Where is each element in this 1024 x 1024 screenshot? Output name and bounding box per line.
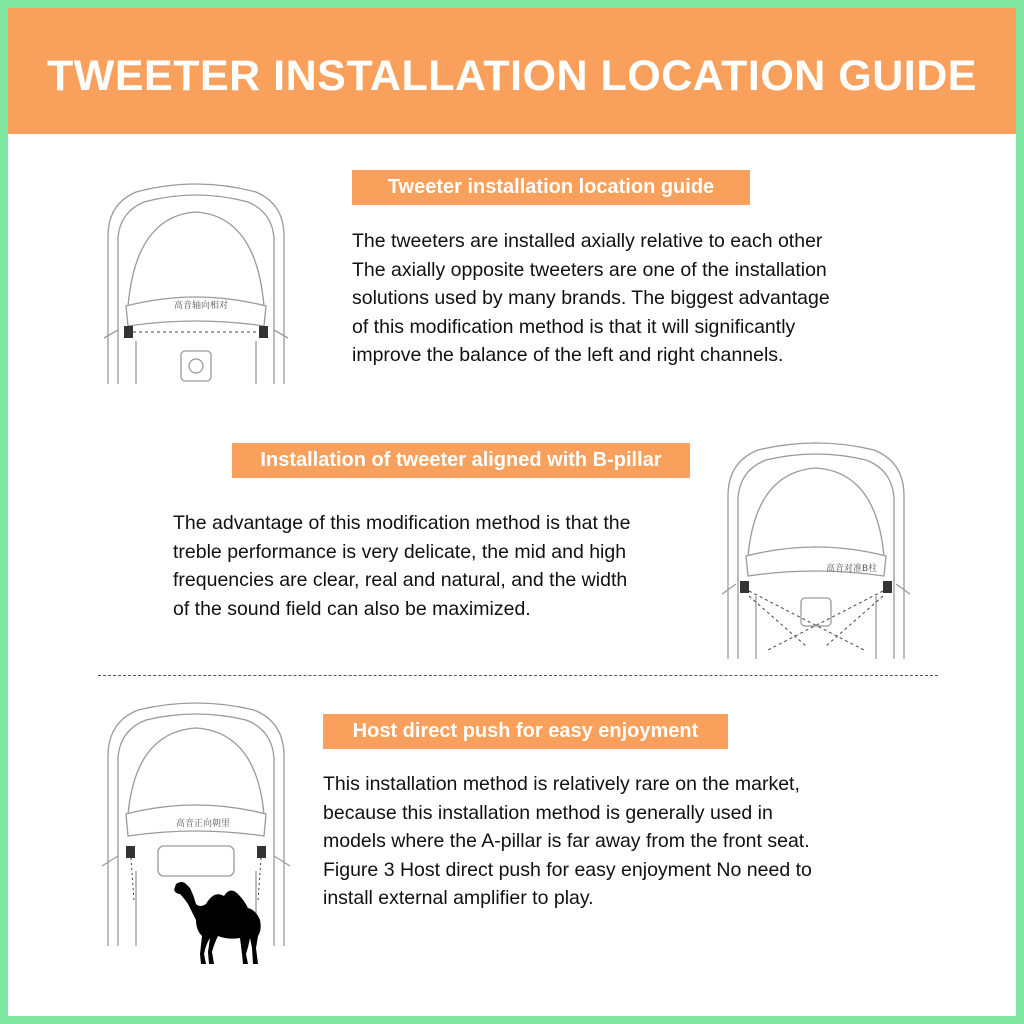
section-body-b-pillar [173, 509, 713, 623]
car-diagram-b-pillar [716, 436, 916, 661]
body-line: The axially opposite tweeters are one of the installation [352, 258, 827, 281]
body-line: install external amplifier to play. [323, 887, 594, 909]
section-body-direct-push [323, 770, 923, 913]
body-line: frequencies are clear, real and natural, and the width [173, 569, 628, 591]
diagram-caption-b-pillar: 高音对准B柱 [826, 564, 878, 574]
section-heading-direct-push: Host direct push for easy enjoyment [323, 714, 728, 749]
body-line: of this modification method is that it will significantly [352, 315, 796, 338]
body-line: This installation method is relatively rare on the market, [323, 773, 800, 795]
section-divider [98, 675, 938, 676]
diagram-caption-direct-push: 高音正向朝里 [176, 819, 231, 829]
body-line: solutions used by many brands. The biggest advantage [352, 287, 830, 309]
body-line: treble performance is very delicate, the mid and high [173, 540, 627, 563]
page-title: TWEETER INSTALLATION LOCATION GUIDE [47, 52, 977, 100]
body-line: of the sound field can also be maximized. [173, 597, 531, 620]
body-line: The advantage of this modification method is that the [173, 512, 631, 534]
title-banner [8, 8, 1016, 134]
body-line: because this installation method is generally used in [323, 801, 773, 824]
section-body-axial [352, 227, 912, 370]
car-diagram-axial [96, 176, 296, 386]
section-heading-b-pillar: Installation of tweeter aligned with B-pillar [232, 443, 690, 478]
diagram-caption-axial: 高音轴向相对 [174, 301, 229, 311]
camel-logo [168, 874, 268, 974]
guide-panel [8, 8, 1016, 1016]
section-heading-axial: Tweeter installation location guide [352, 170, 750, 205]
body-line: Figure 3 Host direct push for easy enjoyment No need to [323, 858, 812, 881]
body-line: models where the A-pillar is far away from the front seat. [323, 830, 810, 852]
body-line: improve the balance of the left and right channels. [352, 344, 784, 366]
body-line: The tweeters are installed axially relative to each other [352, 230, 823, 252]
